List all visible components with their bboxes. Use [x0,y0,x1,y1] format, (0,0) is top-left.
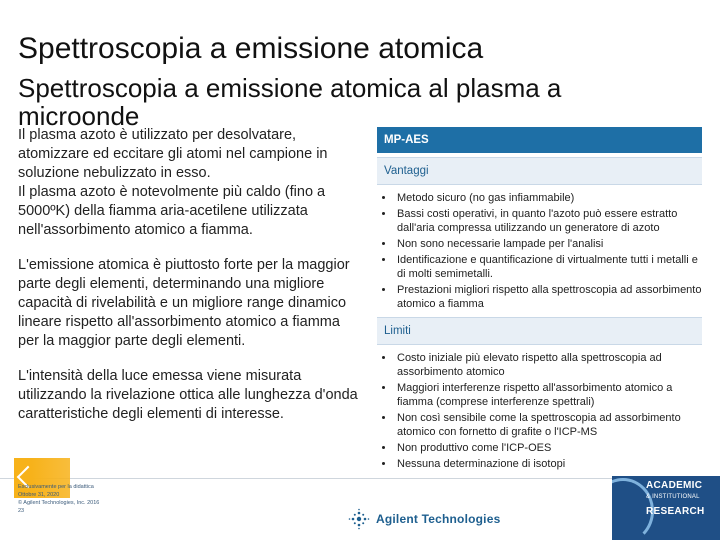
limits-heading: Limiti [377,317,702,345]
footer-date: Ottobre 31, 2020 [18,492,60,498]
slide-title: Spettroscopia a emissione atomica [18,32,484,65]
list-item: • Nessuna determinazione di isotopi [395,457,702,471]
list-item: • Non sono necessarie lampade per l'analisi [395,237,702,251]
advantages-heading: Vantaggi [377,157,702,185]
list-item: • Metodo sicuro (no gas infiammabile) [395,191,702,205]
research-label: RESEARCH [646,506,705,517]
list-item: • Prestazioni migliori rispetto alla spettroscopia ad assorbimento atomico a fiamma [395,283,702,311]
page-number: 23 [18,508,25,514]
academic-label: ACADEMIC [646,480,703,491]
institutional-label: & INSTITUTIONAL [646,494,700,500]
footer-info [18,483,99,515]
paragraph-optical-detection: L'intensità della luce emessa viene misurata utilizzando la rivelazione ottica alle lunghezza d'onda caratteristiche degli elementi di interesse. [18,368,358,422]
limits-list [377,351,702,471]
slide-subtitle: Spettroscopia a emissione atomica al plasma a microonde [18,73,562,131]
list-item: • Non produttivo come l'ICP-OES [395,441,702,455]
agilent-spark-icon [348,508,370,530]
list-item: • Maggiori interferenze rispetto all'assorbimento atomico a fiamma (comprese interferenze spettrali) [395,381,702,409]
advantages-list [377,191,702,311]
footer-copyright: © Agilent Technologies, Inc. 2016 [18,500,100,506]
list-item: • Costo iniziale più elevato rispetto alla spettroscopia ad assorbimento atomico [395,351,702,379]
academic-research-logo [612,476,720,540]
list-item: • Bassi costi operativi, in quanto l'azoto può essere estratto dall'aria compressa utilizzando un generatore di azoto [395,207,702,235]
left-text-column [18,126,363,440]
panel-header: MP-AES [377,127,702,153]
list-item: • Non così sensibile come la spettroscopia ad assorbimento atomico con fornetto di grafite o l'ICP-MS [395,411,702,439]
list-item: • Identificazione e quantificazione di virtualmente tutti i metalli e di molti semimetalli. [395,253,702,281]
agilent-logo [348,508,500,530]
paragraph-plasma-role: Il plasma azoto è utilizzato per desolvatare, atomizzare ed eccitare gli atomi nel campione in soluzione nebulizzato in esso. [18,127,328,181]
paragraph-plasma-temperature: Il plasma azoto è notevolmente più caldo (fino a 5000ºK) della fiamma aria-acetilene utilizzata nell'assorbimento atomico a fiamma. [18,184,326,238]
paragraph-emission-strength: L'emissione atomica è piuttosto forte per la maggior parte degli elementi, determinando una migliore capacità di rivelabilità e un migliore range dinamico lineare rispetto all'assorbimento atomico a fiamma per la maggior parte degli elementi. [18,257,350,349]
footer-usage: Esclusivamente per la didattica [18,484,94,490]
mp-aes-panel [377,127,702,477]
agilent-brand-name: Agilent Technologies [376,512,501,526]
